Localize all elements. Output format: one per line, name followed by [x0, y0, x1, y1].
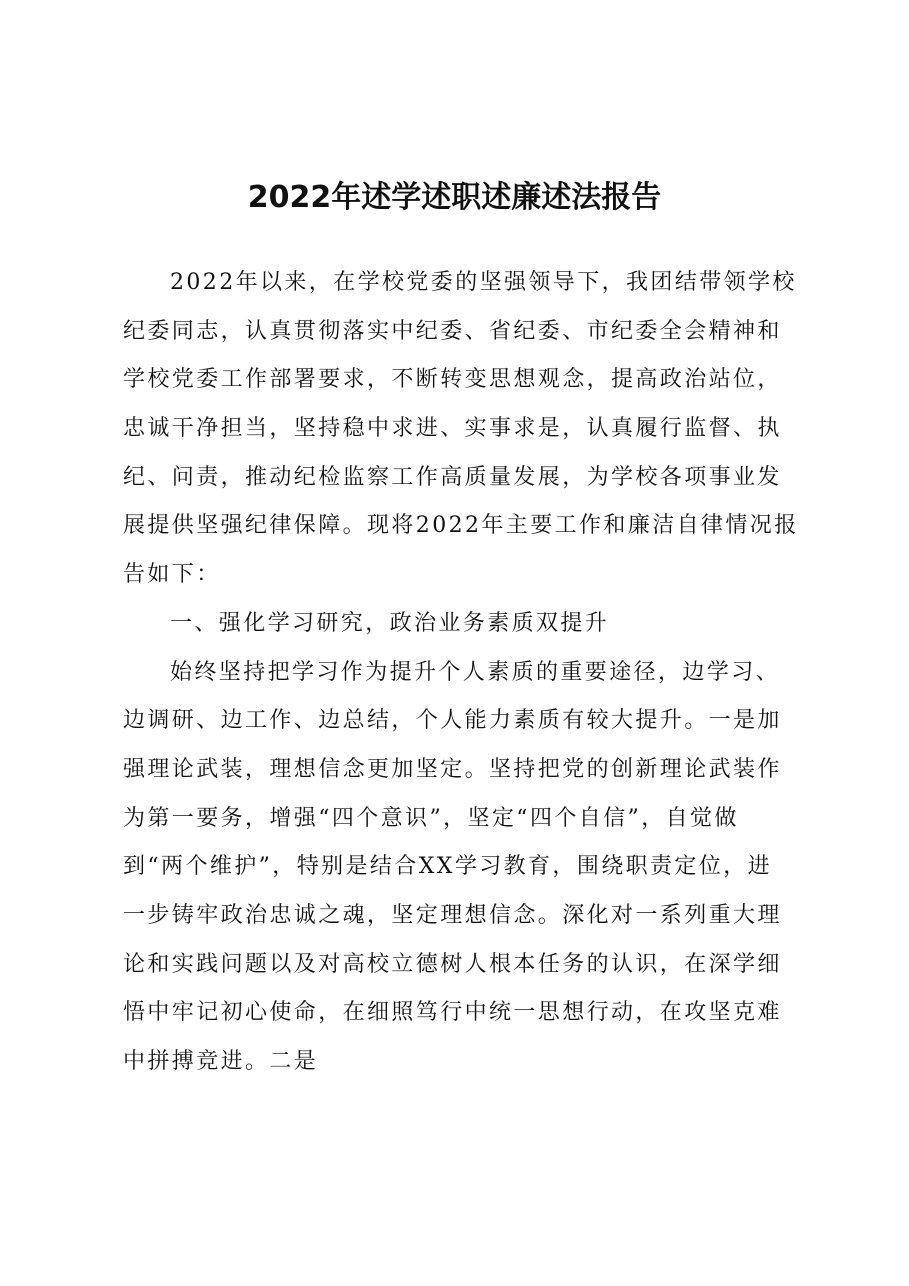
paragraph-study-line-1: 始终坚持把学习作为提升个人素质的重要途径，边学习、: [170, 659, 781, 685]
paragraph-study-line-2: 边调研、边工作、边总结，个人能力素质有较大提升。一是加: [123, 708, 782, 734]
paragraph-study-line-9: 中拼搏竞进。二是: [123, 1049, 319, 1074]
paragraph-intro-line-6: 展提供坚强纪律保障。现将2022年主要工作和廉洁自律情况报: [123, 513, 799, 539]
paragraph-intro-line-1: 2022年以来，在学校党委的坚强领导下，我团结带领学校: [170, 270, 797, 295]
paragraph-study-line-6: 一步铸牢政治忠诚之魂，坚定理想信念。深化对一系列重大理: [123, 902, 782, 928]
paragraph-intro-line-5: 纪、问责，推动纪检监察工作高质量发展，为学校各项事业发: [123, 464, 782, 490]
paragraph-study-line-7: 论和实践问题以及对高校立德树人根本任务的认识，在深学细: [123, 951, 782, 977]
paragraph-intro-line-4: 忠诚干净担当，坚持稳中求进、实事求是，认真履行监督、执: [123, 416, 782, 442]
document-title: 2022年述学述职述廉述法报告: [247, 180, 662, 215]
paragraph-study-line-8: 悟中牢记初心使命，在细照笃行中统一思想行动，在攻坚克难: [123, 1000, 782, 1026]
paragraph-intro-line-3: 学校党委工作部署要求，不断转变思想观念，提高政治站位，: [123, 367, 782, 393]
paragraph-intro-line-2: 纪委同志，认真贯彻落实中纪委、省纪委、市纪委全会精神和: [123, 318, 782, 344]
document-body: [123, 259, 799, 1087]
paragraph-study-line-3: 强理论武装，理想信念更加坚定。坚持把党的创新理论武装作: [123, 756, 782, 782]
paragraph-study-line-5: 到“两个维护”，特别是结合XX学习教育，围绕职责定位，进: [123, 854, 773, 880]
paragraph-study-line-4: 为第一要务，增强“四个意识”，坚定“四个自信”，自觉做: [123, 805, 739, 831]
paragraph-intro-line-7: 告如下：: [123, 562, 221, 588]
section-heading-1: 一、强化学习研究，政治业务素质双提升: [170, 610, 610, 636]
